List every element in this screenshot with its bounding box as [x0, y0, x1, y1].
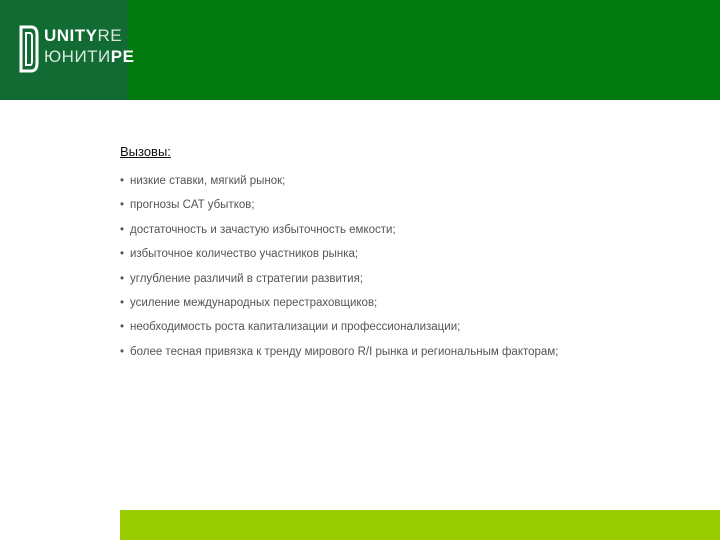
bullet-icon: • [120, 296, 125, 309]
list-item-text: низкие ставки, мягкий рынок; [130, 175, 286, 187]
list-item-text: усиление международных перестраховщиков; [130, 296, 378, 309]
bullet-icon: • [120, 321, 125, 334]
bullet-icon: • [120, 345, 125, 358]
logo [0, 0, 135, 100]
logo-mark-icon [17, 24, 39, 74]
page-title: Вызовы: [120, 144, 171, 159]
bullet-icon: • [120, 199, 125, 212]
list-item-text: избыточное количество участников рынка; [130, 248, 359, 261]
bullet-icon: • [120, 223, 125, 236]
list-item [120, 340, 710, 364]
logo-word-re: RE [97, 26, 123, 45]
list-item [120, 291, 710, 315]
logo-text [44, 26, 134, 68]
logo-word-re-cyrillic: РЕ [110, 47, 135, 66]
bullet-icon: • [120, 175, 125, 187]
list-item-text: прогнозы CAT убытков; [130, 199, 255, 212]
list-item-text: углубление различий в стратегии развития; [130, 272, 364, 285]
bullet-icon: • [120, 272, 125, 285]
list-item [120, 267, 710, 291]
list-item [120, 315, 710, 339]
list-item [120, 218, 710, 242]
content-area [120, 143, 710, 364]
logo-row-cyrillic [44, 47, 134, 68]
logo-word-yuniti: ЮНИТИ [44, 47, 111, 66]
list-item-text: достаточность и зачастую избыточность емкости; [130, 223, 396, 236]
logo-row-latin [44, 26, 134, 47]
list-item-text: необходимость роста капитализации и профессионализации; [130, 321, 461, 334]
list-item [120, 169, 710, 193]
list-item-text: более тесная привязка к тренду мирового R/I рынка и региональным факторам; [130, 345, 559, 358]
list-item [120, 242, 710, 266]
bullet-icon: • [120, 248, 125, 261]
logo-word-unity: UNITY [44, 26, 98, 45]
list-item [120, 193, 710, 217]
challenges-list [120, 169, 710, 364]
footer-band [120, 510, 720, 540]
